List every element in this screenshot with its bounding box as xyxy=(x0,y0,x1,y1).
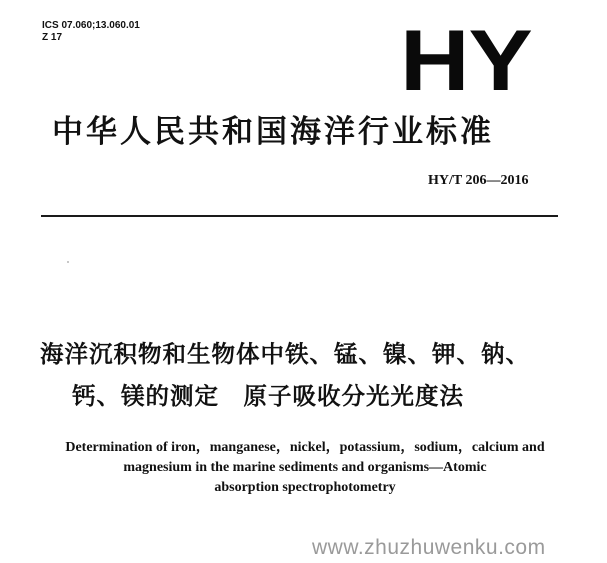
scan-speck xyxy=(67,261,69,263)
site-watermark: www.zhuzhuwenku.com xyxy=(312,536,546,559)
ics-code: ICS 07.060;13.060.01 xyxy=(42,20,140,31)
hy-logo: HY xyxy=(400,13,532,109)
chinese-title-line-2: 钙、镁的测定 原子吸收分光光度法 xyxy=(72,382,464,410)
standard-number: HY/T 206—2016 xyxy=(428,173,529,188)
chinese-title-line-1: 海洋沉积物和生物体中铁、锰、镍、钾、钠、 xyxy=(40,340,530,368)
english-title xyxy=(40,438,570,498)
english-title-line-3: absorption spectrophotometry xyxy=(214,480,396,495)
english-title-line-1: Determination of iron，manganese，nickel，potassium，sodium，calcium and xyxy=(65,440,545,455)
standard-category-title: 中华人民共和国海洋行业标准 xyxy=(52,114,494,150)
ccs-code: Z 17 xyxy=(42,32,63,43)
header-divider xyxy=(41,215,558,217)
english-title-line-2: magnesium in the marine sediments and organisms—Atomic xyxy=(123,460,487,475)
